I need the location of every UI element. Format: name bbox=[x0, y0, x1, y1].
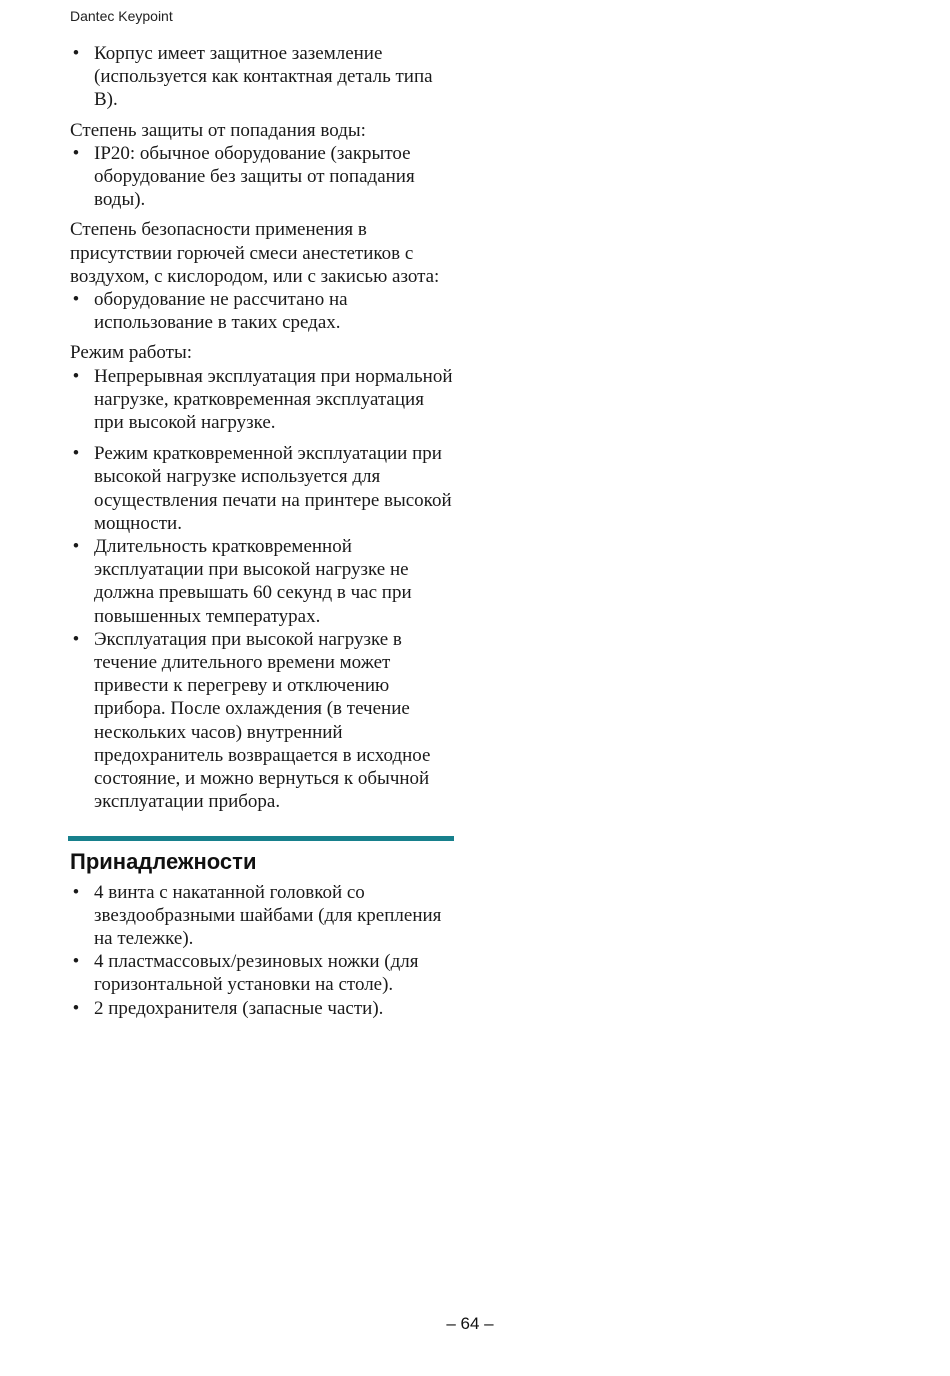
bullet-icon: • bbox=[72, 997, 80, 1019]
bullet-icon: • bbox=[72, 142, 80, 164]
bullet-icon: • bbox=[72, 43, 80, 64]
water-protection-list bbox=[70, 142, 454, 212]
list-item-text: IP20: обычное оборудование (закрытое оборудование без защиты от попадания воды). bbox=[94, 142, 415, 211]
list-item-text: Длительность кратковременной эксплуатации при высокой нагрузке не должна превышать 60 секунд в час при повышенных температурах. bbox=[94, 536, 412, 627]
bullet-icon: • bbox=[72, 443, 80, 465]
safety-list bbox=[70, 288, 454, 334]
list-item bbox=[70, 535, 454, 628]
operation-mode-paragraph: Режим работы: bbox=[70, 342, 193, 364]
list-item bbox=[70, 42, 454, 112]
list-item bbox=[70, 628, 454, 814]
list-item bbox=[70, 365, 454, 435]
list-item-text: Непрерывная эксплуатация при нормальной нагрузке, кратковременная эксплуатация при высокой нагрузке. bbox=[94, 365, 453, 434]
list-item bbox=[70, 950, 454, 996]
list-item bbox=[70, 997, 454, 1020]
safety-paragraph: Степень безопасности применения в присутствии горючей смеси анестетиков с воздухом, с кислородом, или с закисью азота: bbox=[70, 219, 440, 287]
bullet-icon: • bbox=[72, 289, 80, 311]
list-item bbox=[70, 288, 454, 334]
list-item-text: Эксплуатация при высокой нагрузке в течение длительного времени может привести к перегреву и отключению прибора. После охлаждения (в течение нескольких часов) внутренний предохранитель возвращается в исходное состояние, и можно вернуться к обычной эксплуатации прибора. bbox=[94, 628, 431, 813]
running-header: Dantec Keypoint bbox=[70, 8, 173, 24]
list-item-text: 4 винта с накатанной головкой со звездообразными шайбами (для крепления на тележке). bbox=[94, 881, 442, 949]
list-item-text: оборудование не рассчитано на использование в таких средах. bbox=[94, 289, 348, 334]
list-item-text: Корпус имеет защитное заземление (используется как контактная деталь типа B). bbox=[94, 43, 433, 111]
bullet-icon: • bbox=[72, 881, 80, 903]
list-item bbox=[70, 442, 454, 535]
page-number: – 64 – bbox=[446, 1314, 494, 1333]
list-item bbox=[70, 881, 454, 951]
bullet-icon: • bbox=[72, 536, 80, 558]
bullet-icon: • bbox=[72, 628, 80, 650]
bullet-icon: • bbox=[72, 951, 80, 973]
accessories-list bbox=[70, 881, 454, 1020]
section-divider bbox=[68, 836, 454, 841]
list-item-text: 2 предохранителя (запасные части). bbox=[94, 997, 384, 1019]
water-protection-paragraph: Степень защиты от попадания воды: bbox=[70, 119, 366, 141]
operation-mode-list bbox=[70, 365, 454, 814]
bullet-icon: • bbox=[72, 365, 80, 387]
grounding-list bbox=[70, 42, 454, 112]
accessories-heading: Принадлежности bbox=[70, 848, 257, 874]
list-item-text: Режим кратковременной эксплуатации при высокой нагрузке используется для осуществления печати на принтере высокой мощности. bbox=[94, 443, 452, 534]
text-column bbox=[70, 42, 454, 1020]
list-item bbox=[70, 142, 454, 212]
list-item-text: 4 пластмассовых/резиновых ножки (для горизонтальной установки на столе). bbox=[94, 951, 419, 996]
